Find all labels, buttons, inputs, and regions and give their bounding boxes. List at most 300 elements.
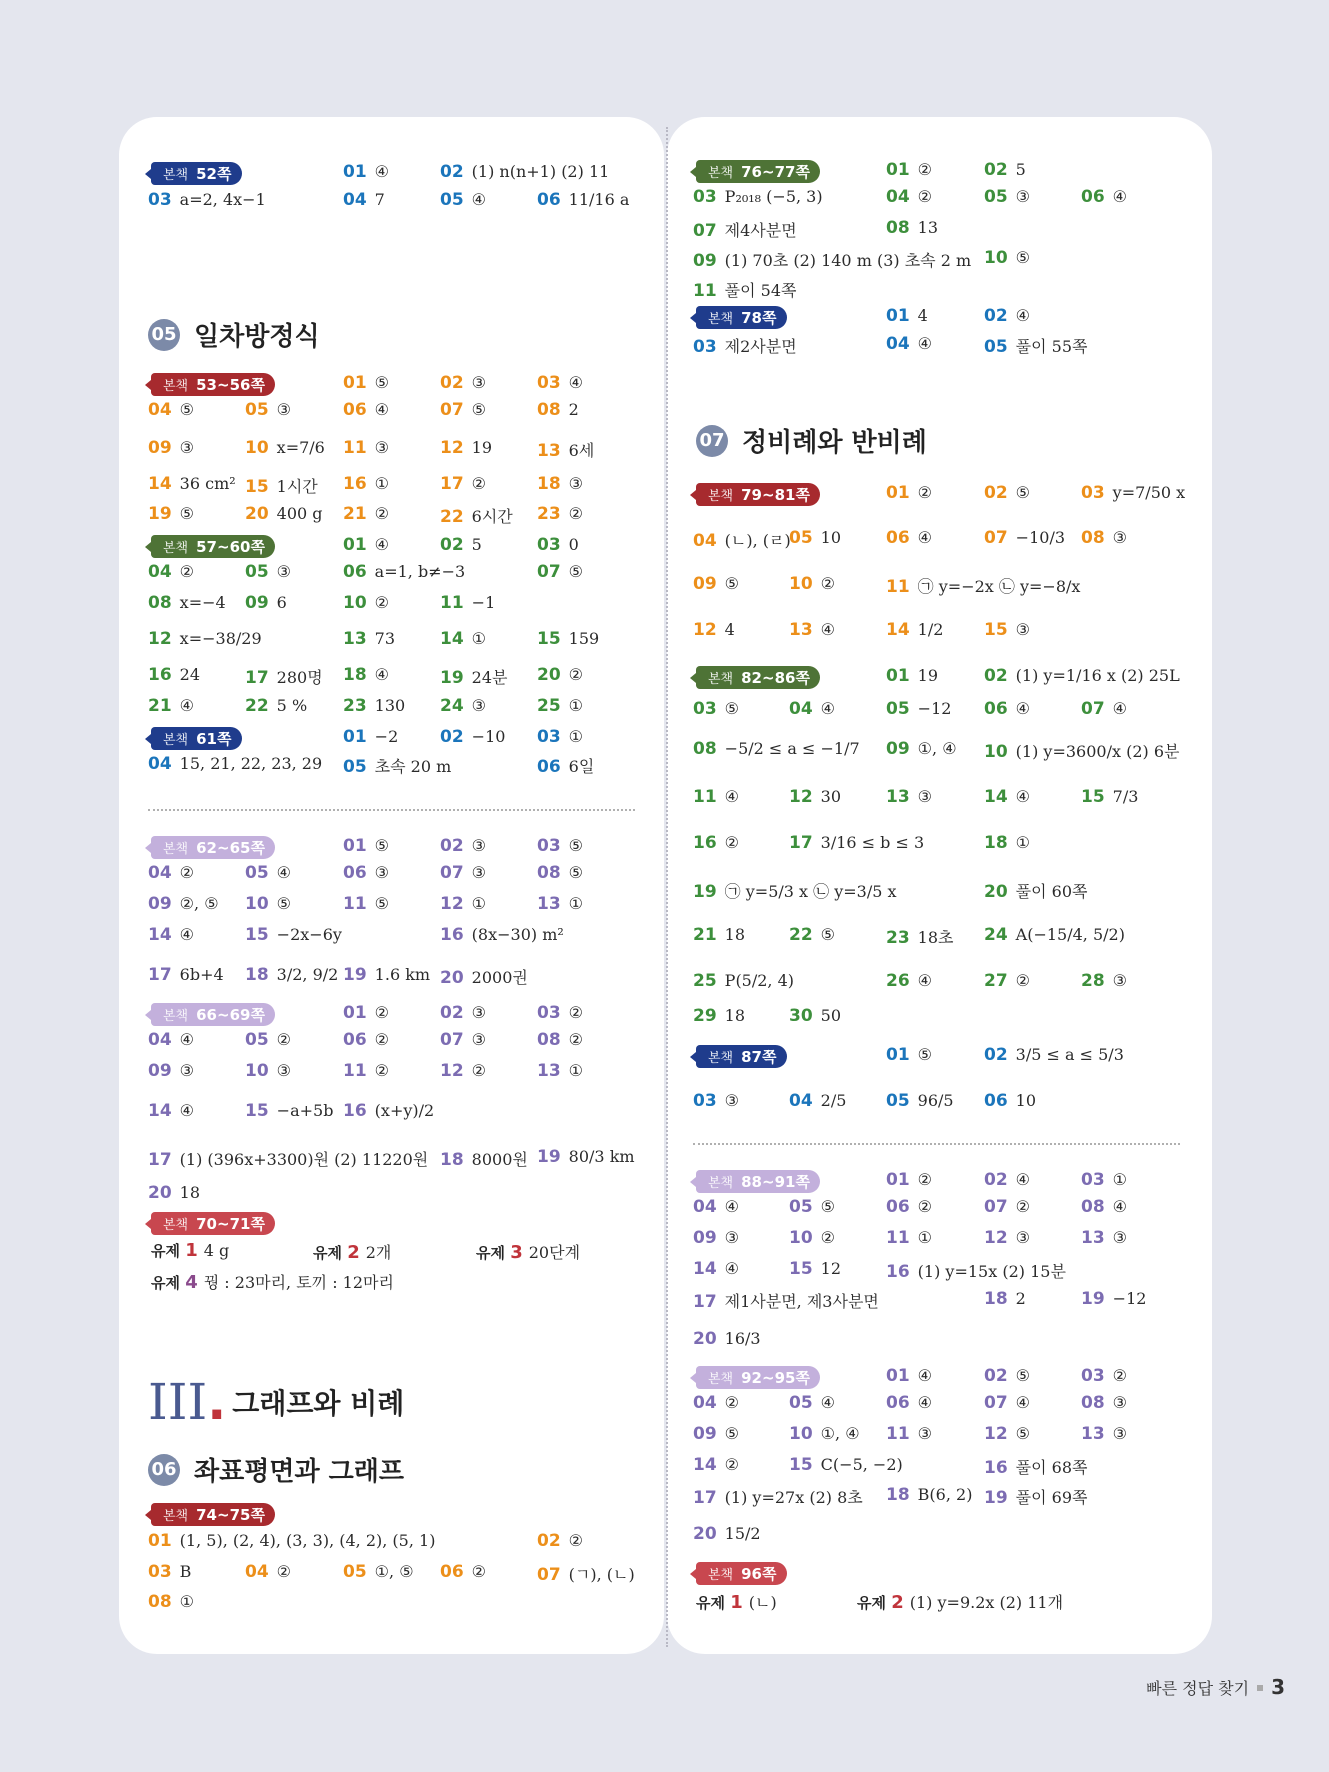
answer-item bbox=[148, 562, 194, 582]
answer-item bbox=[984, 1455, 1088, 1478]
answer-value: ⑤ bbox=[820, 925, 836, 944]
question-number: 07 bbox=[440, 400, 464, 420]
answer-item bbox=[886, 971, 932, 991]
answer-value: ① bbox=[471, 894, 487, 913]
question-number: 05 bbox=[886, 699, 910, 719]
answer-item bbox=[440, 504, 513, 527]
answer-item bbox=[245, 696, 307, 716]
answer-item bbox=[984, 306, 1030, 326]
answer-value: 19 bbox=[471, 438, 493, 457]
answer-item bbox=[148, 1562, 191, 1582]
answer-value: ①, ⑤ bbox=[374, 1562, 414, 1581]
answer-item bbox=[343, 1003, 389, 1023]
question-number: 06 bbox=[537, 757, 561, 777]
answer-item bbox=[1081, 699, 1127, 719]
question-number: 30 bbox=[789, 1006, 813, 1026]
question-number: 11 bbox=[693, 787, 717, 807]
answer-item bbox=[245, 1061, 291, 1081]
answer-item bbox=[984, 699, 1030, 719]
badge-label: 76~77쪽 bbox=[741, 163, 810, 181]
question-number: 16 bbox=[343, 1101, 367, 1121]
answer-value: x=−38/29 bbox=[179, 629, 262, 648]
answer-item bbox=[440, 665, 508, 688]
answer-item bbox=[537, 1030, 583, 1050]
answer-value: ④ bbox=[471, 190, 487, 209]
answer-value: ⑤ bbox=[471, 400, 487, 419]
question-number: 20 bbox=[984, 882, 1008, 902]
answer-value: 풀이 68쪽 bbox=[1015, 1458, 1088, 1477]
answer-value: 18 bbox=[724, 1006, 746, 1025]
answer-item bbox=[148, 190, 266, 210]
answer-value: ③ bbox=[724, 1091, 740, 1110]
answer-value: ④ bbox=[820, 620, 836, 639]
answer-item bbox=[440, 727, 505, 747]
answer-value: 6세 bbox=[568, 441, 595, 460]
example-answer bbox=[151, 1240, 229, 1261]
answer-value: (1) 70초 (2) 140 m (3) 초속 2 m bbox=[724, 251, 972, 270]
question-number: 02 bbox=[537, 1531, 561, 1551]
page-tag bbox=[696, 160, 820, 183]
answer-item bbox=[789, 925, 835, 945]
question-number: 20 bbox=[693, 1524, 717, 1544]
answer-value: ⑤ bbox=[917, 1045, 933, 1064]
answer-value: 4 bbox=[917, 306, 928, 325]
answer-item bbox=[245, 400, 291, 420]
answer-item bbox=[148, 504, 194, 524]
question-number: 03 bbox=[1081, 1170, 1105, 1190]
question-number: 14 bbox=[886, 620, 910, 640]
answer-value: (1) y=15x (2) 15분 bbox=[917, 1262, 1066, 1281]
answer-item bbox=[343, 836, 389, 856]
answer-value: ② bbox=[374, 1030, 390, 1049]
question-number: 23 bbox=[886, 928, 910, 948]
question-number: 08 bbox=[693, 739, 717, 759]
answer-item bbox=[245, 894, 291, 914]
answer-value: 280명 bbox=[276, 668, 323, 687]
answer-value: 제1사분면, 제3사분면 bbox=[724, 1292, 879, 1311]
question-number: 05 bbox=[984, 337, 1008, 357]
question-number: 01 bbox=[343, 727, 367, 747]
answer-value: 30 bbox=[820, 787, 842, 806]
answer-value: ④ bbox=[724, 1197, 740, 1216]
answer-item bbox=[537, 373, 583, 393]
question-number: 23 bbox=[343, 696, 367, 716]
question-number: 03 bbox=[693, 187, 717, 207]
answer-item bbox=[537, 1562, 635, 1585]
answer-item bbox=[343, 190, 385, 210]
question-number: 21 bbox=[343, 504, 367, 524]
answer-value: ③ bbox=[1015, 1228, 1031, 1247]
page-tag bbox=[151, 836, 275, 859]
answer-item bbox=[693, 971, 794, 991]
example-number: 1 bbox=[730, 1592, 743, 1613]
answer-item bbox=[343, 1030, 389, 1050]
question-number: 14 bbox=[440, 629, 464, 649]
question-number: 10 bbox=[245, 1061, 269, 1081]
answer-item bbox=[537, 190, 629, 210]
answer-value: ⑤ bbox=[374, 836, 390, 855]
question-number: 01 bbox=[886, 1170, 910, 1190]
question-number: 01 bbox=[886, 666, 910, 686]
answer-item bbox=[886, 574, 1080, 597]
answer-value: 꿩 : 23마리, 토끼 : 12마리 bbox=[203, 1273, 394, 1292]
question-number: 06 bbox=[343, 863, 367, 883]
answer-item bbox=[537, 400, 579, 420]
answer-item bbox=[984, 787, 1030, 807]
example-number: 1 bbox=[185, 1240, 198, 1261]
answer-value: ② bbox=[917, 483, 933, 502]
answer-value: ① bbox=[374, 474, 390, 493]
page-tag bbox=[696, 1562, 787, 1585]
badge-prefix: 본책 bbox=[708, 1176, 734, 1191]
question-number: 03 bbox=[537, 727, 561, 747]
page-footer bbox=[1146, 1675, 1285, 1699]
question-number: 09 bbox=[693, 574, 717, 594]
answer-value: ① bbox=[568, 1061, 584, 1080]
answer-value: P₂₀₁₈ (−5, 3) bbox=[724, 187, 823, 206]
question-number: 07 bbox=[984, 528, 1008, 548]
answer-item bbox=[440, 629, 486, 649]
question-number: 29 bbox=[693, 1006, 717, 1026]
answer-item bbox=[886, 483, 932, 503]
question-number: 15 bbox=[1081, 787, 1105, 807]
question-number: 04 bbox=[789, 699, 813, 719]
answer-item bbox=[343, 894, 389, 914]
answer-value: 24분 bbox=[471, 668, 508, 687]
answer-item bbox=[984, 1366, 1030, 1386]
answer-item bbox=[693, 699, 739, 719]
question-number: 04 bbox=[789, 1091, 813, 1111]
answer-item bbox=[440, 894, 486, 914]
question-number: 01 bbox=[343, 162, 367, 182]
question-number: 08 bbox=[537, 1030, 561, 1050]
badge-label: 96쪽 bbox=[741, 1565, 777, 1583]
answer-item bbox=[693, 787, 739, 807]
question-number: 04 bbox=[693, 1197, 717, 1217]
question-number: 11 bbox=[343, 894, 367, 914]
answer-value: ① bbox=[1015, 833, 1031, 852]
book-page-badge bbox=[696, 1562, 787, 1585]
badge-label: 78쪽 bbox=[741, 309, 777, 327]
answer-item bbox=[984, 1485, 1088, 1508]
question-number: 17 bbox=[789, 833, 813, 853]
question-number: 19 bbox=[148, 504, 172, 524]
answer-item bbox=[693, 1006, 745, 1026]
question-number: 12 bbox=[440, 894, 464, 914]
section-title: 일차방정식 bbox=[194, 322, 320, 352]
answer-item bbox=[440, 1562, 486, 1582]
book-page-badge bbox=[696, 1366, 820, 1389]
question-number: 02 bbox=[984, 1045, 1008, 1065]
answer-value: ③ bbox=[471, 836, 487, 855]
answer-item bbox=[245, 863, 291, 883]
answer-value: ② bbox=[1112, 1366, 1128, 1385]
question-number: 20 bbox=[245, 504, 269, 524]
answer-item bbox=[537, 504, 583, 524]
answer-item bbox=[440, 1147, 528, 1170]
answer-value: 8000원 bbox=[471, 1150, 528, 1169]
badge-label: 74~75쪽 bbox=[196, 1506, 265, 1524]
badge-label: 66~69쪽 bbox=[196, 1006, 265, 1024]
page-tag bbox=[151, 727, 242, 750]
answer-item bbox=[537, 836, 583, 856]
example-number: 2 bbox=[347, 1242, 360, 1263]
answer-value: B bbox=[179, 1562, 192, 1581]
answer-item bbox=[1081, 787, 1138, 807]
answer-item bbox=[440, 696, 486, 716]
answer-item bbox=[537, 474, 583, 494]
answer-value: ㉠ y=5/3 x ㉡ y=3/5 x bbox=[724, 882, 897, 901]
question-number: 02 bbox=[984, 306, 1008, 326]
answer-item bbox=[440, 593, 495, 613]
answer-item bbox=[343, 504, 389, 524]
answer-item bbox=[693, 833, 739, 853]
answer-item bbox=[343, 400, 389, 420]
question-number: 12 bbox=[984, 1424, 1008, 1444]
question-number: 03 bbox=[148, 190, 172, 210]
answer-item bbox=[886, 1259, 1066, 1282]
answer-value: ④ bbox=[1112, 1197, 1128, 1216]
question-number: 04 bbox=[148, 1030, 172, 1050]
question-number: 28 bbox=[1081, 971, 1105, 991]
answer-value: ④ bbox=[917, 334, 933, 353]
answer-value: ⑤ bbox=[724, 1424, 740, 1443]
question-number: 20 bbox=[537, 665, 561, 685]
answer-value: 4 g bbox=[203, 1241, 230, 1260]
question-number: 20 bbox=[148, 1183, 172, 1203]
answer-item bbox=[693, 1329, 761, 1349]
answer-value: 0 bbox=[568, 535, 579, 554]
question-number: 17 bbox=[245, 668, 269, 688]
answer-value: 16/3 bbox=[724, 1329, 761, 1348]
question-number: 15 bbox=[537, 629, 561, 649]
answer-item bbox=[789, 1197, 835, 1217]
answer-item bbox=[693, 879, 897, 902]
question-number: 15 bbox=[789, 1455, 813, 1475]
answer-item bbox=[984, 879, 1088, 902]
answer-value: ② bbox=[471, 1562, 487, 1581]
answer-item bbox=[1081, 1393, 1127, 1413]
question-number: 11 bbox=[343, 438, 367, 458]
answer-value: −10/3 bbox=[1015, 528, 1066, 547]
answer-value: ③ bbox=[1112, 971, 1128, 990]
book-page-badge bbox=[696, 160, 820, 183]
question-number: 18 bbox=[984, 1289, 1008, 1309]
answer-value: (ㄴ), (ㄹ) bbox=[724, 531, 791, 550]
badge-label: 61쪽 bbox=[196, 730, 232, 748]
answer-value: x=7/6 bbox=[276, 438, 325, 457]
answer-item bbox=[984, 833, 1030, 853]
question-number: 11 bbox=[440, 593, 464, 613]
answer-item bbox=[693, 925, 745, 945]
answer-item bbox=[1081, 1289, 1146, 1309]
question-number: 05 bbox=[245, 400, 269, 420]
answer-value: ③ bbox=[1015, 187, 1031, 206]
book-page-badge bbox=[696, 483, 820, 506]
answer-value: 20단계 bbox=[528, 1243, 581, 1262]
question-number: 24 bbox=[984, 925, 1008, 945]
question-number: 19 bbox=[537, 1147, 561, 1167]
question-number: 15 bbox=[245, 1101, 269, 1121]
question-number: 07 bbox=[693, 221, 717, 241]
answer-value: P(5/2, 4) bbox=[724, 971, 795, 990]
answer-item bbox=[984, 248, 1030, 268]
question-number: 10 bbox=[789, 574, 813, 594]
chapter-roman-numeral: III bbox=[148, 1373, 208, 1431]
question-number: 07 bbox=[984, 1393, 1008, 1413]
question-number: 07 bbox=[537, 562, 561, 582]
answer-item bbox=[245, 562, 291, 582]
example-label bbox=[151, 1242, 198, 1260]
answer-item bbox=[789, 620, 835, 640]
answer-item bbox=[440, 836, 486, 856]
question-number: 13 bbox=[537, 894, 561, 914]
answer-value: ③ bbox=[1112, 1424, 1128, 1443]
question-number: 06 bbox=[886, 1393, 910, 1413]
question-number: 14 bbox=[148, 1101, 172, 1121]
answer-item bbox=[886, 306, 928, 326]
question-number: 06 bbox=[984, 699, 1008, 719]
answer-value: −10 bbox=[471, 727, 506, 746]
answer-item bbox=[984, 1045, 1124, 1065]
section-number-badge: 06 bbox=[148, 1454, 180, 1486]
answer-item bbox=[789, 833, 924, 853]
answer-item bbox=[1081, 1424, 1127, 1444]
answer-value: ④ bbox=[374, 162, 390, 181]
question-number: 02 bbox=[440, 1003, 464, 1023]
question-number: 11 bbox=[886, 1424, 910, 1444]
book-page-badge bbox=[151, 1503, 275, 1526]
answer-item bbox=[245, 1030, 291, 1050]
answer-item bbox=[440, 438, 492, 458]
answer-value: A(−15/4, 5/2) bbox=[1015, 925, 1125, 944]
book-page-badge bbox=[696, 1170, 820, 1193]
answer-item bbox=[148, 665, 200, 685]
question-number: 14 bbox=[693, 1259, 717, 1279]
answer-item bbox=[148, 400, 194, 420]
answer-value: 11/16 a bbox=[568, 190, 630, 209]
page-tag bbox=[696, 1170, 820, 1193]
answer-value: ② bbox=[374, 1003, 390, 1022]
badge-label: 87쪽 bbox=[741, 1048, 777, 1066]
answer-value: 6시간 bbox=[471, 507, 513, 526]
answer-value: ① bbox=[1112, 1170, 1128, 1189]
answer-value: ② bbox=[374, 593, 390, 612]
answer-value: ③ bbox=[724, 1228, 740, 1247]
question-number: 01 bbox=[343, 373, 367, 393]
answer-value: 159 bbox=[568, 629, 600, 648]
question-number: 01 bbox=[886, 306, 910, 326]
question-number: 18 bbox=[984, 833, 1008, 853]
question-number: 06 bbox=[440, 1562, 464, 1582]
answer-item bbox=[440, 1003, 486, 1023]
answer-value: ② bbox=[568, 1030, 584, 1049]
answer-item bbox=[789, 1006, 841, 1026]
answer-value: −2x−6y bbox=[276, 925, 342, 944]
page-tag bbox=[696, 306, 787, 329]
question-number: 01 bbox=[148, 1531, 172, 1551]
answer-item bbox=[789, 787, 841, 807]
question-number: 02 bbox=[984, 666, 1008, 686]
answer-item bbox=[1081, 187, 1127, 207]
answer-value: ② bbox=[917, 1197, 933, 1216]
page-tag bbox=[696, 1366, 820, 1389]
question-number: 03 bbox=[693, 699, 717, 719]
section-number-badge: 05 bbox=[148, 319, 180, 351]
answer-value: ② bbox=[724, 833, 740, 852]
question-number: 18 bbox=[245, 965, 269, 985]
answer-value: 6b+4 bbox=[179, 965, 224, 984]
answer-value: (1, 5), (2, 4), (3, 3), (4, 2), (5, 1) bbox=[179, 1531, 436, 1550]
answer-item bbox=[343, 754, 451, 777]
question-number: 15 bbox=[789, 1259, 813, 1279]
question-number: 03 bbox=[1081, 483, 1105, 503]
answer-value: ⑤ bbox=[568, 836, 584, 855]
question-number: 01 bbox=[343, 535, 367, 555]
chapter-heading bbox=[148, 1373, 404, 1431]
question-number: 12 bbox=[440, 438, 464, 458]
question-number: 04 bbox=[148, 863, 172, 883]
badge-label: 82~86쪽 bbox=[741, 669, 810, 687]
question-number: 07 bbox=[537, 1565, 561, 1585]
example-answer bbox=[313, 1240, 391, 1263]
answer-value: ① bbox=[568, 894, 584, 913]
answer-value: ③ bbox=[568, 474, 584, 493]
answer-value: ①, ④ bbox=[820, 1424, 860, 1443]
question-number: 03 bbox=[537, 373, 561, 393]
question-number: 05 bbox=[789, 1393, 813, 1413]
question-number: 18 bbox=[343, 665, 367, 685]
example-answer bbox=[476, 1240, 580, 1263]
question-number: 09 bbox=[693, 1228, 717, 1248]
answer-value: 4 bbox=[724, 620, 735, 639]
example-answer bbox=[151, 1270, 394, 1293]
example-prefix: 유제 bbox=[696, 1594, 725, 1612]
section-number-badge: 07 bbox=[696, 425, 728, 457]
question-number: 15 bbox=[245, 477, 269, 497]
answer-value: 19 bbox=[917, 666, 939, 685]
question-number: 12 bbox=[148, 629, 172, 649]
answer-item bbox=[537, 1003, 583, 1023]
page-tag bbox=[696, 483, 820, 506]
question-number: 08 bbox=[1081, 1197, 1105, 1217]
answer-item bbox=[440, 925, 564, 945]
answer-value: 12 bbox=[820, 1259, 842, 1278]
question-number: 13 bbox=[1081, 1424, 1105, 1444]
question-number: 21 bbox=[148, 696, 172, 716]
answer-value: ③ bbox=[179, 438, 195, 457]
answer-item bbox=[148, 1147, 428, 1170]
example-label bbox=[313, 1244, 360, 1262]
question-number: 10 bbox=[245, 438, 269, 458]
answer-value: 3/5 ≤ a ≤ 5/3 bbox=[1015, 1045, 1124, 1064]
question-number: 11 bbox=[693, 281, 717, 301]
question-number: 02 bbox=[984, 160, 1008, 180]
answer-value: (1) y=3600/x (2) 6분 bbox=[1015, 742, 1180, 761]
answer-value: 6 bbox=[276, 593, 287, 612]
question-number: 22 bbox=[245, 696, 269, 716]
answer-item bbox=[245, 665, 323, 688]
answer-value: ② bbox=[568, 665, 584, 684]
answer-item bbox=[984, 925, 1125, 945]
question-number: 02 bbox=[440, 836, 464, 856]
answer-value: ⑤ bbox=[724, 574, 740, 593]
question-number: 06 bbox=[537, 190, 561, 210]
question-number: 08 bbox=[537, 400, 561, 420]
question-number: 27 bbox=[984, 971, 1008, 991]
answer-value: ⑤ bbox=[179, 504, 195, 523]
answer-value: ③ bbox=[276, 1061, 292, 1080]
